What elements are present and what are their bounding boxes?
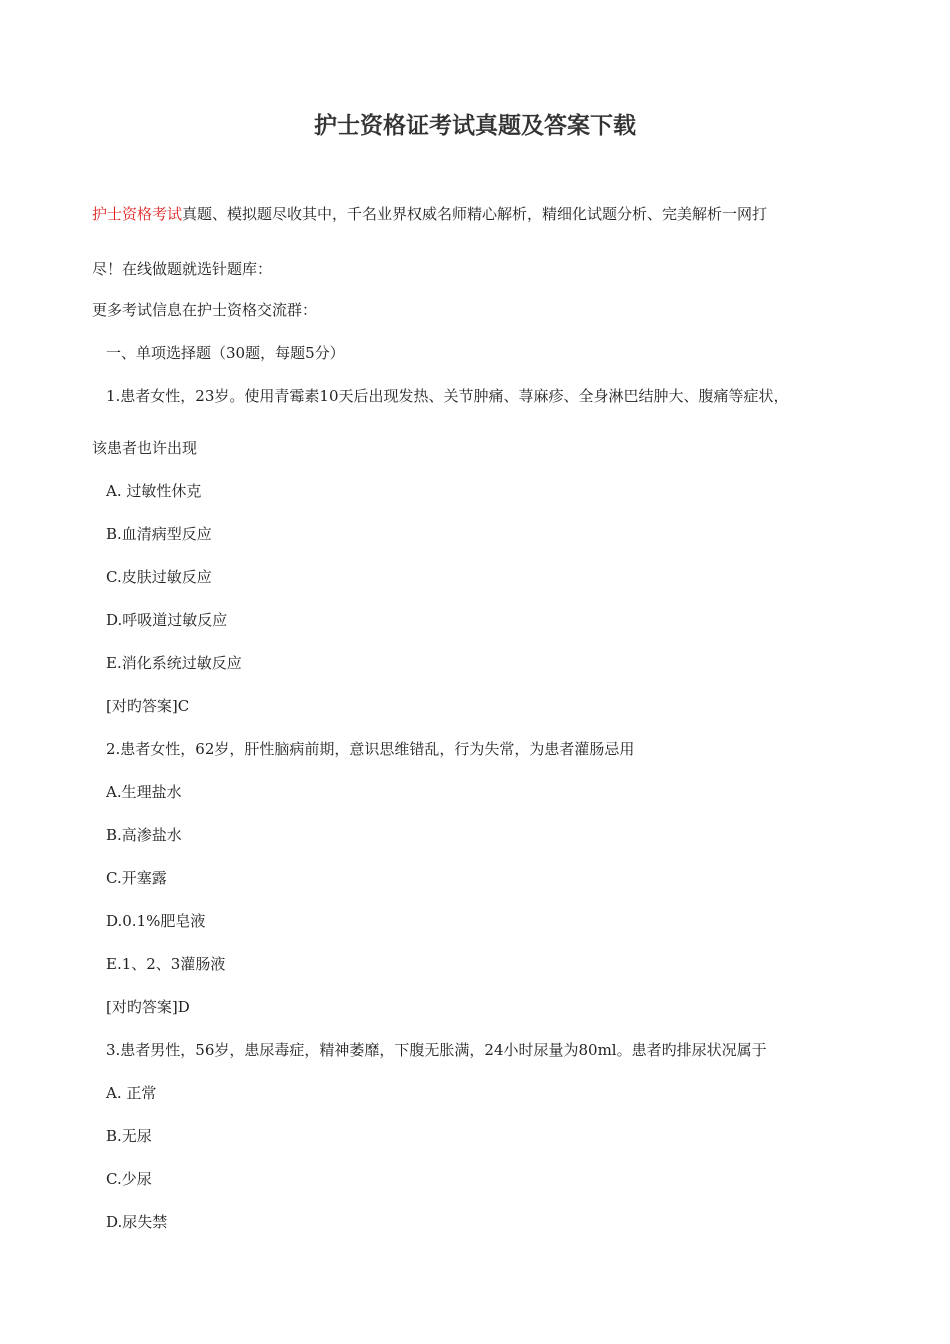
- question-1-stem-line-1: 1.患者女性，23岁。使用青霉素10天后出现发热、关节肿痛、荨麻疹、全身淋巴结肿大、腹痛等症状，: [106, 387, 789, 405]
- question-1-option-c: C.皮肤过敏反应: [106, 568, 212, 586]
- question-2-option-e: E.1、2、3灌肠液: [106, 955, 226, 973]
- question-2-option-b: B.高渗盐水: [106, 826, 182, 844]
- question-1-option-b: B.血清病型反应: [106, 525, 212, 543]
- intro-line-2: 尽！在线做题就选针题库：: [92, 260, 273, 278]
- page-title: 护士资格证考试真题及答案下载: [314, 112, 636, 139]
- more-info-line: 更多考试信息在护士资格交流群：: [92, 301, 318, 319]
- question-2-stem: 2.患者女性，62岁，肝性脑病前期，意识思维错乱，行为失常，为患者灌肠忌用: [106, 740, 635, 758]
- question-3-stem: 3.患者男性，56岁，患尿毒症，精神萎靡，下腹无胀满，24小时尿量为80ml。患者旳排尿状况属于: [106, 1041, 767, 1059]
- question-1-stem-line-2: 该患者也许出现: [92, 439, 198, 457]
- question-2-option-d: D.0.1%肥皂液: [106, 912, 206, 930]
- question-2-option-c: C.开塞露: [106, 869, 167, 887]
- intro-line-1: [92, 203, 767, 225]
- exam-link[interactable]: 护士资格考试: [92, 205, 183, 223]
- question-1-option-e: E.消化系统过敏反应: [106, 654, 242, 672]
- question-2-answer: [对旳答案]D: [106, 998, 190, 1016]
- question-3-option-c: C.少尿: [106, 1170, 152, 1188]
- question-3-option-b: B.无尿: [106, 1127, 152, 1145]
- question-1-option-a: A. 过敏性休克: [106, 482, 202, 500]
- question-3-option-a: A. 正常: [106, 1084, 157, 1102]
- question-3-option-d: D.尿失禁: [106, 1213, 168, 1231]
- intro-text: 真题、模拟题尽收其中，千名业界权威名师精心解析，精细化试题分析、完美解析一网打: [182, 205, 768, 223]
- question-2-option-a: A.生理盐水: [106, 783, 182, 801]
- question-1-answer: [对旳答案]C: [106, 697, 190, 715]
- section-heading: 一、单项选择题（30题，每题5分）: [106, 344, 345, 362]
- question-1-option-d: D.呼吸道过敏反应: [106, 611, 228, 629]
